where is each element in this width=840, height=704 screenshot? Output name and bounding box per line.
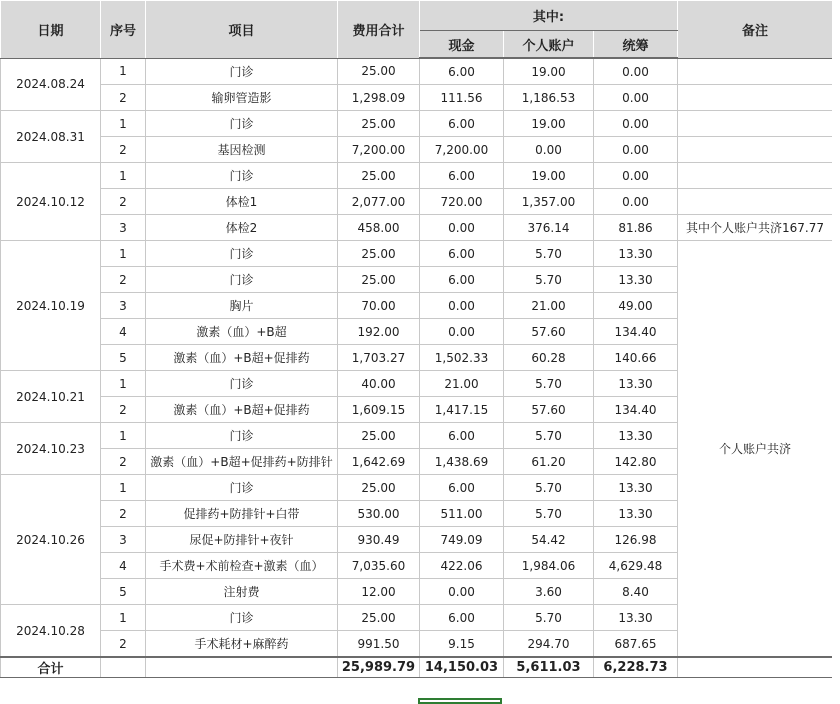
seq-cell[interactable]: 1 [101, 371, 146, 397]
totals-label[interactable]: 合计 [1, 657, 101, 678]
empty-cell[interactable] [101, 657, 146, 678]
table-row [1, 58, 833, 85]
personal-cell[interactable]: 19.00 [504, 163, 594, 189]
total-cell[interactable]: 12.00 [338, 579, 420, 605]
item-cell[interactable]: 门诊 [146, 163, 338, 189]
personal-cell[interactable]: 1,186.53 [504, 85, 594, 111]
personal-cell[interactable]: 5.70 [504, 241, 594, 267]
cash-cell[interactable]: 511.00 [420, 501, 504, 527]
cash-cell[interactable]: 749.09 [420, 527, 504, 553]
pooled-cell[interactable]: 134.40 [594, 319, 678, 345]
total-cell[interactable]: 25.00 [338, 58, 420, 85]
item-cell[interactable]: 激素（血）+B超 [146, 319, 338, 345]
personal-cell[interactable]: 54.42 [504, 527, 594, 553]
seq-cell[interactable]: 2 [101, 449, 146, 475]
merged-note-cell[interactable]: 个人账户共济 [678, 241, 833, 658]
date-cell[interactable]: 2024.10.26 [1, 475, 101, 605]
item-cell[interactable]: 门诊 [146, 475, 338, 501]
item-cell[interactable]: 促排药+防排针+白带 [146, 501, 338, 527]
table-row [1, 163, 833, 189]
pooled-cell[interactable]: 0.00 [594, 189, 678, 215]
seq-cell[interactable]: 5 [101, 579, 146, 605]
seq-cell[interactable]: 2 [101, 267, 146, 293]
seq-cell[interactable]: 3 [101, 293, 146, 319]
seq-cell[interactable]: 2 [101, 631, 146, 658]
seq-cell[interactable]: 1 [101, 241, 146, 267]
pooled-cell[interactable]: 126.98 [594, 527, 678, 553]
total-cell[interactable]: 25.00 [338, 163, 420, 189]
cash-cell[interactable]: 422.06 [420, 553, 504, 579]
personal-cell[interactable]: 5.70 [504, 371, 594, 397]
total-cell[interactable]: 991.50 [338, 631, 420, 658]
cash-cell[interactable]: 0.00 [420, 319, 504, 345]
personal-cell[interactable]: 19.00 [504, 111, 594, 137]
personal-cell[interactable]: 61.20 [504, 449, 594, 475]
pooled-cell[interactable]: 13.30 [594, 501, 678, 527]
personal-cell[interactable]: 60.28 [504, 345, 594, 371]
personal-cell[interactable]: 376.14 [504, 215, 594, 241]
pooled-cell[interactable]: 4,629.48 [594, 553, 678, 579]
seq-cell[interactable]: 1 [101, 475, 146, 501]
cash-cell[interactable]: 720.00 [420, 189, 504, 215]
total-cell[interactable]: 40.00 [338, 371, 420, 397]
pooled-cell[interactable]: 142.80 [594, 449, 678, 475]
personal-cell[interactable]: 1,357.00 [504, 189, 594, 215]
seq-cell[interactable]: 1 [101, 163, 146, 189]
header-of-which[interactable]: 其中: [420, 1, 678, 31]
pooled-cell[interactable]: 140.66 [594, 345, 678, 371]
totals-pooled[interactable]: 6,228.73 [594, 657, 678, 678]
pooled-cell[interactable]: 13.30 [594, 371, 678, 397]
totals-total[interactable]: 25,989.79 [338, 657, 420, 678]
total-cell[interactable]: 7,035.60 [338, 553, 420, 579]
cash-cell[interactable]: 0.00 [420, 215, 504, 241]
cash-cell[interactable]: 6.00 [420, 423, 504, 449]
personal-cell[interactable]: 1,984.06 [504, 553, 594, 579]
personal-cell[interactable]: 5.70 [504, 423, 594, 449]
totals-cash[interactable]: 14,150.03 [420, 657, 504, 678]
note-cell[interactable] [678, 137, 833, 163]
total-cell[interactable]: 25.00 [338, 111, 420, 137]
total-cell[interactable]: 25.00 [338, 423, 420, 449]
total-cell[interactable]: 25.00 [338, 267, 420, 293]
table-row [1, 85, 833, 111]
item-cell[interactable]: 门诊 [146, 371, 338, 397]
pooled-cell[interactable]: 0.00 [594, 137, 678, 163]
item-cell[interactable]: 体检1 [146, 189, 338, 215]
header-personal[interactable]: 个人账户 [504, 31, 594, 59]
item-cell[interactable]: 输卵管造影 [146, 85, 338, 111]
note-cell[interactable] [678, 85, 833, 111]
cash-cell[interactable]: 111.56 [420, 85, 504, 111]
pooled-cell[interactable]: 13.30 [594, 475, 678, 501]
seq-cell[interactable]: 1 [101, 605, 146, 631]
header-total[interactable]: 费用合计 [338, 1, 420, 59]
cash-cell[interactable]: 0.00 [420, 293, 504, 319]
seq-cell[interactable]: 4 [101, 553, 146, 579]
pooled-cell[interactable]: 49.00 [594, 293, 678, 319]
total-cell[interactable]: 1,703.27 [338, 345, 420, 371]
item-cell[interactable]: 尿促+防排针+夜针 [146, 527, 338, 553]
cash-cell[interactable]: 1,417.15 [420, 397, 504, 423]
item-cell[interactable]: 手术耗材+麻醉药 [146, 631, 338, 658]
item-cell[interactable]: 门诊 [146, 241, 338, 267]
cash-cell[interactable]: 6.00 [420, 267, 504, 293]
pooled-cell[interactable]: 0.00 [594, 111, 678, 137]
cash-cell[interactable]: 0.00 [420, 579, 504, 605]
item-cell[interactable]: 激素（血）+B超+促排药+防排针 [146, 449, 338, 475]
seq-cell[interactable]: 5 [101, 345, 146, 371]
table-row [1, 215, 833, 241]
cash-cell[interactable]: 6.00 [420, 58, 504, 85]
note-cell[interactable] [678, 189, 833, 215]
note-cell[interactable] [678, 58, 833, 85]
personal-cell[interactable]: 5.70 [504, 267, 594, 293]
cash-cell[interactable]: 6.00 [420, 163, 504, 189]
header-cash[interactable]: 现金 [420, 31, 504, 59]
cash-cell[interactable]: 9.15 [420, 631, 504, 658]
total-cell[interactable]: 192.00 [338, 319, 420, 345]
seq-cell[interactable]: 3 [101, 215, 146, 241]
date-cell[interactable]: 2024.10.21 [1, 371, 101, 423]
pooled-cell[interactable]: 0.00 [594, 58, 678, 85]
pooled-cell[interactable]: 0.00 [594, 85, 678, 111]
cash-cell[interactable]: 6.00 [420, 111, 504, 137]
table-row [1, 111, 833, 137]
sheet-edge [832, 0, 840, 702]
item-cell[interactable]: 激素（血）+B超+促排药 [146, 397, 338, 423]
item-cell[interactable]: 手术费+术前检查+激素（血） [146, 553, 338, 579]
personal-cell[interactable]: 3.60 [504, 579, 594, 605]
item-cell[interactable]: 激素（血）+B超+促排药 [146, 345, 338, 371]
selected-cell[interactable] [418, 698, 502, 704]
item-cell[interactable]: 门诊 [146, 267, 338, 293]
totals-row [1, 657, 833, 678]
pooled-cell[interactable]: 13.30 [594, 605, 678, 631]
personal-cell[interactable]: 5.70 [504, 605, 594, 631]
empty-cell[interactable] [678, 657, 833, 678]
date-cell[interactable]: 2024.10.12 [1, 163, 101, 241]
total-cell[interactable]: 7,200.00 [338, 137, 420, 163]
pooled-cell[interactable]: 81.86 [594, 215, 678, 241]
cash-cell[interactable]: 7,200.00 [420, 137, 504, 163]
cash-cell[interactable]: 1,438.69 [420, 449, 504, 475]
pooled-cell[interactable]: 134.40 [594, 397, 678, 423]
cash-cell[interactable]: 6.00 [420, 605, 504, 631]
empty-cell[interactable] [146, 657, 338, 678]
table-row [1, 189, 833, 215]
total-cell[interactable]: 458.00 [338, 215, 420, 241]
seq-cell[interactable]: 2 [101, 85, 146, 111]
date-cell[interactable]: 2024.08.24 [1, 58, 101, 111]
seq-cell[interactable]: 2 [101, 397, 146, 423]
seq-cell[interactable]: 2 [101, 501, 146, 527]
seq-cell[interactable]: 1 [101, 111, 146, 137]
date-cell[interactable]: 2024.10.19 [1, 241, 101, 371]
seq-cell[interactable]: 1 [101, 58, 146, 85]
pooled-cell[interactable]: 13.30 [594, 423, 678, 449]
total-cell[interactable]: 2,077.00 [338, 189, 420, 215]
pooled-cell[interactable]: 0.00 [594, 163, 678, 189]
total-cell[interactable]: 25.00 [338, 605, 420, 631]
personal-cell[interactable]: 294.70 [504, 631, 594, 658]
cash-cell[interactable]: 6.00 [420, 475, 504, 501]
totals-personal[interactable]: 5,611.03 [504, 657, 594, 678]
personal-cell[interactable]: 5.70 [504, 501, 594, 527]
item-cell[interactable]: 门诊 [146, 605, 338, 631]
seq-cell[interactable]: 3 [101, 527, 146, 553]
header-note[interactable]: 备注 [678, 1, 833, 59]
pooled-cell[interactable]: 8.40 [594, 579, 678, 605]
pooled-cell[interactable]: 13.30 [594, 267, 678, 293]
item-cell[interactable]: 胸片 [146, 293, 338, 319]
item-cell[interactable]: 门诊 [146, 111, 338, 137]
item-cell[interactable]: 门诊 [146, 58, 338, 85]
personal-cell[interactable]: 57.60 [504, 397, 594, 423]
personal-cell[interactable]: 5.70 [504, 475, 594, 501]
table-row [1, 137, 833, 163]
total-cell[interactable]: 930.49 [338, 527, 420, 553]
total-cell[interactable]: 1,642.69 [338, 449, 420, 475]
header-seq[interactable]: 序号 [101, 1, 146, 59]
seq-cell[interactable]: 2 [101, 189, 146, 215]
personal-cell[interactable]: 57.60 [504, 319, 594, 345]
cash-cell[interactable]: 1,502.33 [420, 345, 504, 371]
note-cell[interactable] [678, 111, 833, 137]
total-cell[interactable]: 530.00 [338, 501, 420, 527]
seq-cell[interactable]: 4 [101, 319, 146, 345]
table-row [1, 241, 833, 267]
personal-cell[interactable]: 0.00 [504, 137, 594, 163]
total-cell[interactable]: 1,298.09 [338, 85, 420, 111]
seq-cell[interactable]: 1 [101, 423, 146, 449]
header-item[interactable]: 项目 [146, 1, 338, 59]
note-cell[interactable] [678, 163, 833, 189]
header-pooled[interactable]: 统筹 [594, 31, 678, 59]
total-cell[interactable]: 25.00 [338, 475, 420, 501]
item-cell[interactable]: 门诊 [146, 423, 338, 449]
cash-cell[interactable]: 21.00 [420, 371, 504, 397]
total-cell[interactable]: 70.00 [338, 293, 420, 319]
pooled-cell[interactable]: 687.65 [594, 631, 678, 658]
note-cell[interactable]: 其中个人账户共济167.77 [678, 215, 833, 241]
cash-cell[interactable]: 6.00 [420, 241, 504, 267]
personal-cell[interactable]: 19.00 [504, 58, 594, 85]
pooled-cell[interactable]: 13.30 [594, 241, 678, 267]
total-cell[interactable]: 25.00 [338, 241, 420, 267]
seq-cell[interactable]: 2 [101, 137, 146, 163]
item-cell[interactable]: 注射费 [146, 579, 338, 605]
date-cell[interactable]: 2024.10.23 [1, 423, 101, 475]
item-cell[interactable]: 基因检测 [146, 137, 338, 163]
header-date[interactable]: 日期 [1, 1, 101, 59]
total-cell[interactable]: 1,609.15 [338, 397, 420, 423]
personal-cell[interactable]: 21.00 [504, 293, 594, 319]
date-cell[interactable]: 2024.08.31 [1, 111, 101, 163]
date-cell[interactable]: 2024.10.28 [1, 605, 101, 658]
item-cell[interactable]: 体检2 [146, 215, 338, 241]
